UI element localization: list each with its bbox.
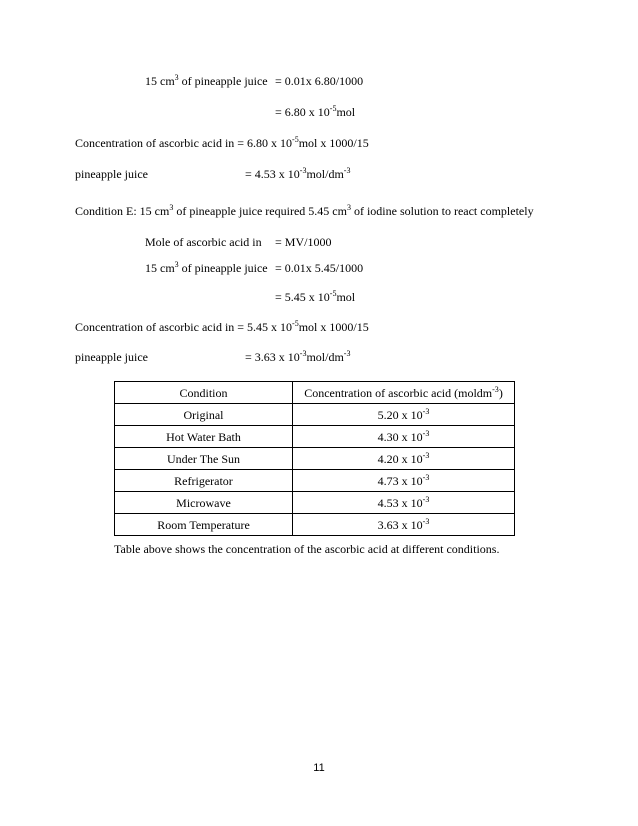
row-value: 5.20 x $10^{-3}$ [293,404,515,426]
calc-line-concentration-result-e: = 3.63 x $10^{-3}mol/dm^{-3}$ [245,349,351,364]
row-value: 4.30 x $10^{-3}$ [293,426,515,448]
table-header-row [115,382,515,404]
row-condition: Hot Water Bath [115,426,293,448]
row-value: 4.20 x $10^{-3}$ [293,448,515,470]
page-number: 11 [313,762,325,774]
calc-line-mole-result: = 6.80 x $10^{-5}mol$ [275,104,356,119]
calc-line-juice-label: pineapple juice [75,167,148,181]
table-row [115,426,515,448]
calc-line-mole-label: Mole of ascorbic acid in [145,235,262,249]
row-condition: Under The Sun [115,448,293,470]
table-row [115,470,515,492]
row-condition: Original [115,404,293,426]
row-value: 3.63 x $10^{-3}$ [293,514,515,536]
row-value: 4.73 x $10^{-3}$ [293,470,515,492]
table-row [115,514,515,536]
table-row [115,448,515,470]
calc-line-concentration-expression-e: Concentration of ascorbic acid in = 5.45 x $10^{-5}mol$ x 1000/15 [75,319,369,334]
row-value: 4.53 x $10^{-3}$ [293,492,515,514]
header-concentration: Concentration of ascorbic acid (moldm$^{-3}$) [293,382,515,404]
table-row [115,404,515,426]
table-row [115,492,515,514]
calc-line-mole-result-e: = 5.45 x $10^{-5}mol$ [275,289,356,304]
row-condition: Room Temperature [115,514,293,536]
row-condition: Refrigerator [115,470,293,492]
table-caption: Table above shows the concentration of the ascorbic acid at different conditions. [114,542,500,556]
calc-line-mole-expression: = 0.01x 6.80/1000 [275,74,364,88]
calc-line-mole-expression-e: = 0.01x 5.45/1000 [275,261,364,275]
calc-line-mv-formula: = MV/1000 [275,235,332,249]
calc-line-volume-label-e: 15 $cm^3$ of pineapple juice [145,260,268,275]
calc-line-concentration-expression: Concentration of ascorbic acid in = 6.80 x $10^{-5}mol$ x 1000/15 [75,135,369,150]
calc-line-volume-label: 15 $cm^3$ of pineapple juice [145,73,268,88]
row-condition: Microwave [115,492,293,514]
header-condition: Condition [115,382,293,404]
calc-line-juice-label-e: pineapple juice [75,350,148,364]
calc-line-concentration-result: = 4.53 x $10^{-3}mol/dm^{-3}$ [245,166,351,181]
condition-e-statement: Condition E: 15 $cm^3$ of pineapple juice required 5.45 $cm^3$ of iodine solution to react completely [75,203,534,218]
concentration-table [114,381,515,536]
